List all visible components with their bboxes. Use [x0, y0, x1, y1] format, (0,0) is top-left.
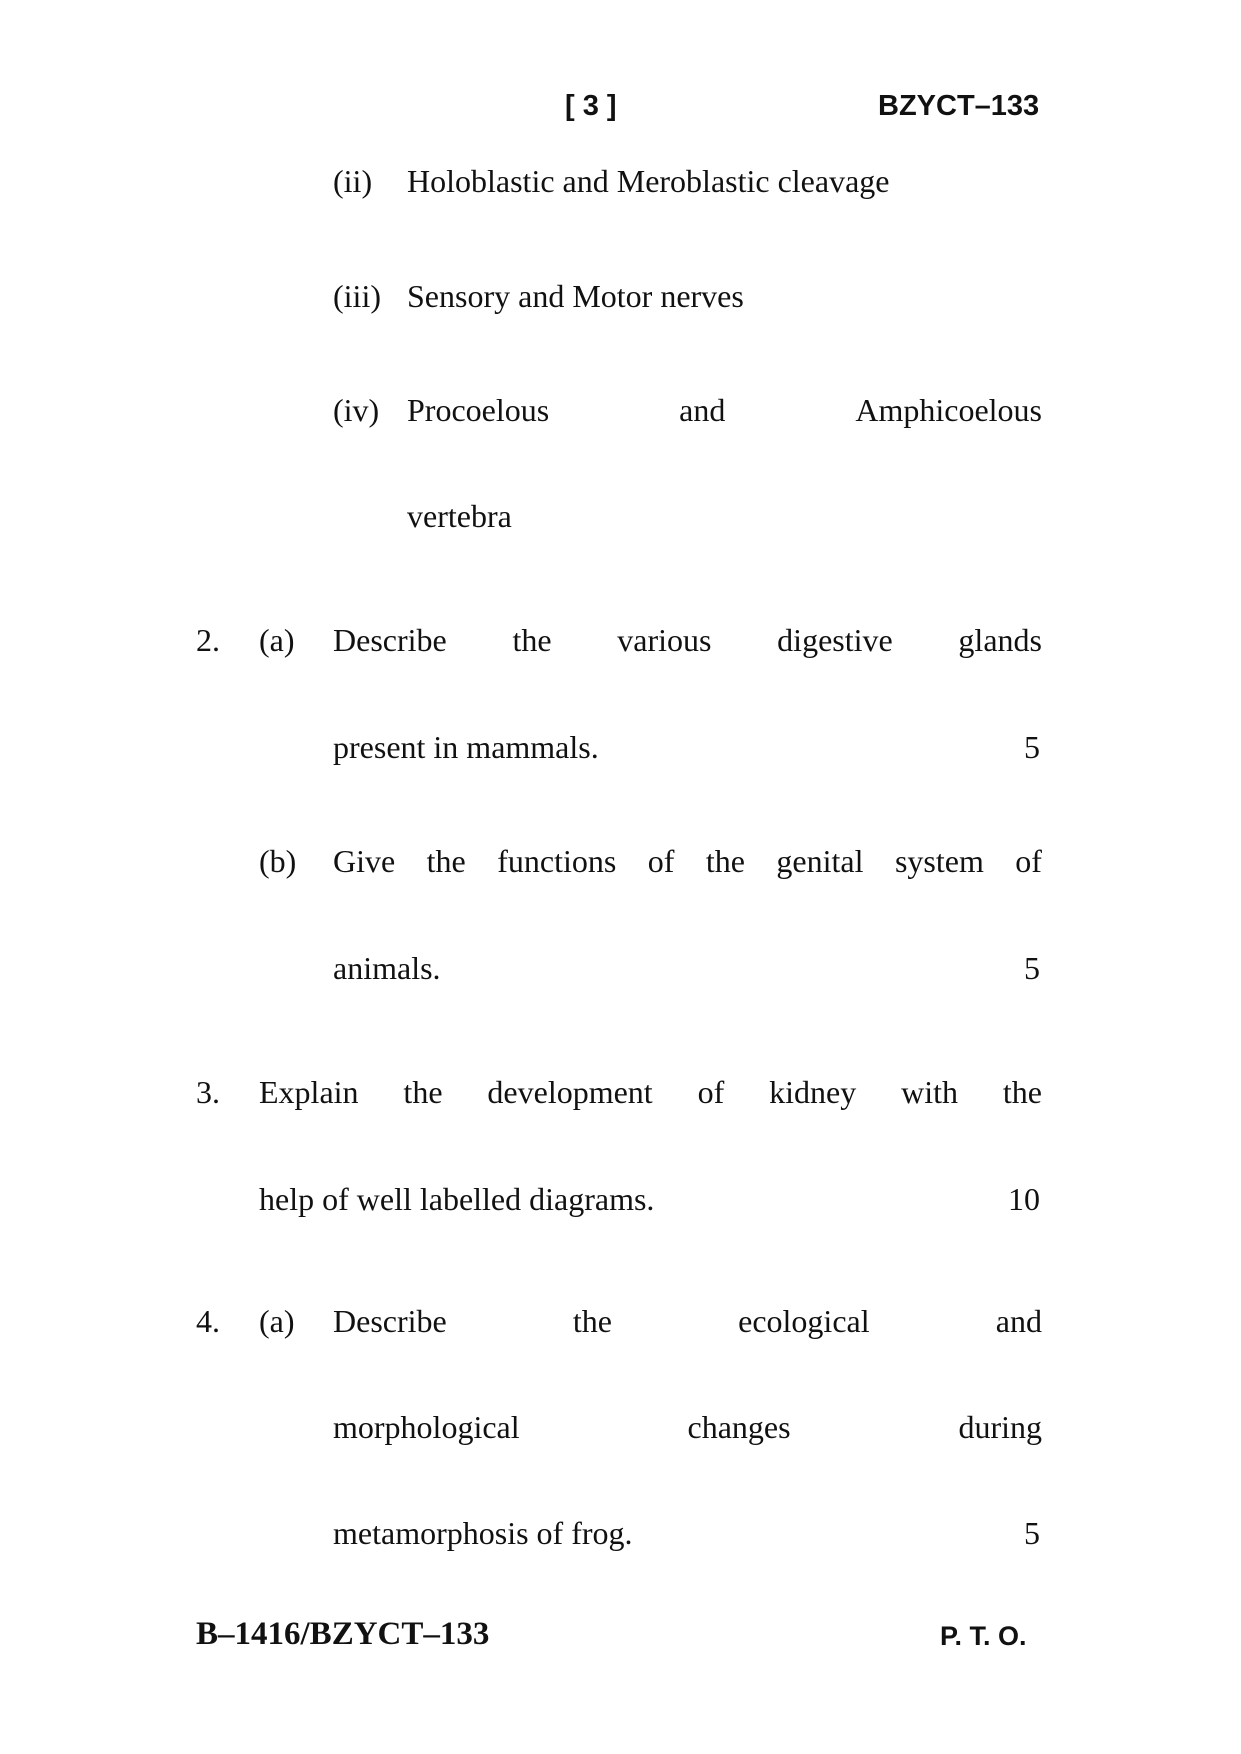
word: the	[705, 843, 745, 879]
word: functions	[497, 843, 617, 879]
word: of	[1015, 843, 1042, 879]
word: and	[679, 392, 726, 428]
q2a-line1	[333, 624, 1042, 656]
q4a-label: (a)	[259, 1303, 295, 1339]
q3-marks: 10	[1008, 1181, 1040, 1217]
word: the	[403, 1074, 443, 1110]
q4a-line3: metamorphosis of frog.	[333, 1515, 633, 1551]
q2a-label: (a)	[259, 622, 295, 658]
q3-line2: help of well labelled diagrams.	[259, 1181, 655, 1217]
q4a-line1	[333, 1305, 1042, 1337]
q4a-line2	[333, 1411, 1042, 1443]
q1-item-iii-text: Sensory and Motor nerves	[407, 278, 744, 314]
word: the	[572, 1303, 612, 1339]
word: changes	[687, 1409, 791, 1445]
word: digestive	[777, 622, 893, 658]
word: glands	[958, 622, 1042, 658]
word: of	[647, 843, 675, 879]
footer-pto: P. T. O.	[940, 1621, 1027, 1651]
word: during	[958, 1409, 1042, 1445]
q2b-line1	[333, 845, 1042, 877]
word: Amphicoelous	[855, 392, 1042, 428]
q2b-label: (b)	[259, 843, 297, 879]
word: ecological	[738, 1303, 870, 1339]
q1-item-ii-label: (ii)	[333, 163, 373, 199]
word: the	[426, 843, 466, 879]
word: of	[697, 1074, 725, 1110]
word: with	[901, 1074, 958, 1110]
q3-line1	[259, 1076, 1042, 1108]
word: morphological	[333, 1409, 520, 1445]
word: genital	[776, 843, 864, 879]
word: Procoelous	[407, 392, 550, 428]
q3-number: 3.	[196, 1074, 220, 1110]
q1-item-ii-text: Holoblastic and Meroblastic cleavage	[407, 163, 890, 199]
course-code: BZYCT–133	[878, 90, 1040, 122]
word: Describe	[333, 622, 447, 658]
q1-item-iv-label: (iv)	[333, 392, 380, 428]
q4a-marks: 5	[1024, 1515, 1040, 1551]
word: the	[1002, 1074, 1042, 1110]
word: system	[894, 843, 984, 879]
word: development	[487, 1074, 653, 1110]
q2-number: 2.	[196, 622, 220, 658]
word: the	[512, 622, 552, 658]
q2b-line2: animals.	[333, 950, 441, 986]
word: Explain	[259, 1074, 359, 1110]
word: various	[617, 622, 712, 658]
word: Give	[333, 843, 396, 879]
q1-item-iv-line1	[407, 394, 1042, 426]
q2a-line2: present in mammals.	[333, 729, 599, 765]
q2b-marks: 5	[1024, 950, 1040, 986]
word: kidney	[769, 1074, 857, 1110]
word: Describe	[333, 1303, 447, 1339]
q4-number: 4.	[196, 1303, 220, 1339]
q2a-marks: 5	[1024, 729, 1040, 765]
q1-item-iv-line2: vertebra	[407, 498, 512, 534]
footer-paper-code: B–1416/BZYCT–133	[196, 1616, 490, 1652]
q1-item-iii-label: (iii)	[333, 278, 381, 314]
page-number: [ 3 ]	[565, 90, 617, 122]
word: and	[995, 1303, 1042, 1339]
